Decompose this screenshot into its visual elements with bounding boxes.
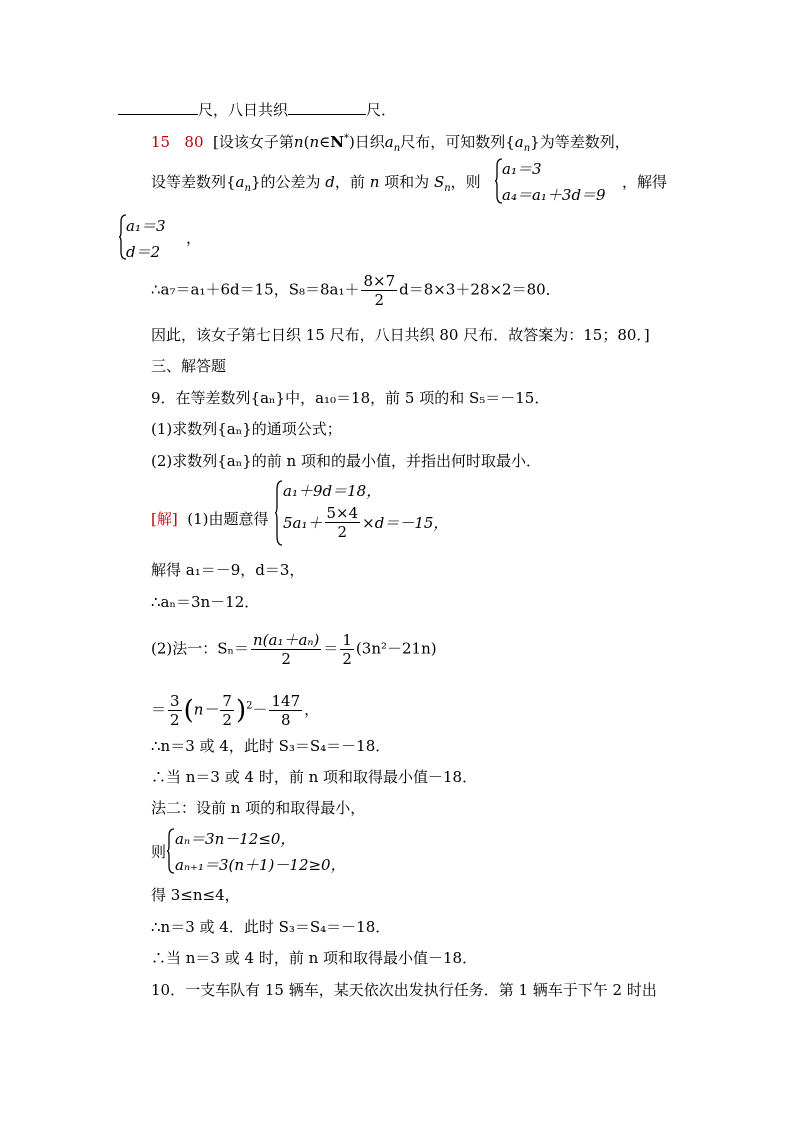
sys2-comma: ， — [186, 229, 202, 247]
section-title: 三、解答题 — [151, 357, 227, 375]
line1-text2: 尺． — [366, 101, 397, 119]
answer-blank-1 — [118, 100, 198, 115]
solution-tag: [解] — [151, 510, 178, 528]
ans-N: N — [330, 133, 344, 151]
answer-value-1: 15 — [151, 133, 171, 151]
ans-a2: a — [514, 133, 524, 151]
l3-a: a — [235, 173, 245, 191]
f2: 法二：设前 n 项的和取得最小， — [151, 799, 366, 817]
ans-n2: n — [309, 133, 320, 151]
l3-t1: 设等差数列{ — [151, 173, 236, 191]
ans-in: ∈ — [319, 133, 331, 151]
f4: ∴n＝3 或 4．此时 S₃＝S₄＝－18． — [151, 918, 391, 936]
sys4-row1: aₙ＝3n－12≤0， — [175, 830, 296, 848]
l3-n: n — [244, 183, 251, 194]
l3-d: d — [325, 173, 335, 191]
answer-value-2: 80 — [184, 133, 204, 151]
frac-num: 147 — [271, 692, 301, 710]
ans-ann: n — [393, 143, 401, 154]
fraction — [269, 692, 302, 729]
question-9-part2: (2)求数列{aₙ}的前 n 项和的最小值，并指出何时取最小． — [151, 452, 541, 470]
sys3-row1: a₁＋9d＝18， — [283, 482, 382, 500]
line5 — [151, 272, 561, 309]
l3-t2: }的公差为 — [250, 173, 321, 191]
f5: ∴当 n＝3 或 4 时，前 n 项和取得最小值－18． — [151, 949, 478, 967]
sys1-row1: a₁＝3 — [502, 160, 542, 178]
m2-minus: － — [252, 700, 268, 719]
right-paren: ) — [235, 695, 247, 726]
fraction — [340, 631, 354, 668]
fraction — [325, 504, 361, 541]
l3-t5: ，则 — [450, 173, 481, 191]
line6: 因此，该女子第七日织 15 尺布，八日共织 80 尺布．故答案为：15；80．] — [151, 326, 650, 344]
ans-n3: n — [523, 143, 531, 154]
answer-line — [151, 129, 630, 159]
question-9: 9．在等差数列{aₙ}中，a₁₀＝18，前 5 项的和 S₅＝－15． — [151, 389, 550, 407]
frac-num: 1 — [342, 631, 352, 649]
frac-num: 8×7 — [363, 272, 396, 290]
sys2-row2: d＝2 — [126, 243, 161, 261]
frac-den: 8 — [281, 711, 291, 729]
m3: ∴n＝3 或 4，此时 S₃＝S₄＝－18． — [151, 737, 391, 755]
frac-num: 5×4 — [326, 504, 359, 522]
m2-comma: ， — [304, 700, 320, 719]
frac-num: n(a₁＋aₙ) — [253, 631, 320, 649]
method1-line2 — [151, 692, 319, 729]
frac-den: 2 — [374, 291, 385, 309]
fraction — [251, 631, 321, 668]
frac-den: 2 — [281, 650, 291, 668]
l3-t4: 项和为 — [384, 173, 430, 191]
l5-t1: ∴a₇＝a₁＋6d＝15，S₈＝8a₁＋ — [151, 280, 360, 299]
m1-eq: ＝ — [323, 639, 339, 658]
frac-den: 2 — [342, 650, 352, 668]
frac-den: 2 — [222, 711, 232, 729]
answer-blank-2 — [288, 100, 366, 115]
frac-num: 3 — [170, 692, 180, 710]
sys4-row2: aₙ₊₁＝3(n＋1)－12≥0， — [175, 856, 346, 874]
sys3-r2a: 5a₁＋ — [283, 514, 323, 532]
method1-line — [151, 631, 437, 668]
question-10: 10．一支车队有 15 辆车，某天依次出发执行任务．第 1 辆车于下午 2 时出 — [151, 981, 657, 999]
ans-n: n — [293, 133, 304, 151]
solution-line — [151, 509, 269, 529]
l3-t6: ，解得 — [622, 173, 668, 191]
sys3-r2b: ×d＝－15， — [362, 514, 449, 532]
l5-t2: d＝8×3＋28×2＝80． — [399, 280, 561, 299]
line3 — [151, 172, 481, 199]
sys2-row1: a₁＝3 — [126, 217, 166, 235]
ans-close: )日织 — [348, 133, 385, 151]
fraction — [220, 692, 234, 729]
ans-an: a — [384, 133, 394, 151]
ans-paren: ( — [303, 133, 310, 151]
ans-star: * — [343, 133, 349, 144]
l3-t3: ，前 — [334, 173, 365, 191]
m2-sq: 2 — [246, 700, 253, 712]
fraction — [361, 272, 397, 309]
sol3: ∴aₙ＝3n－12． — [151, 593, 260, 611]
frac-num: 7 — [222, 692, 232, 710]
m1-t2: (3n²－21n) — [355, 639, 437, 658]
m2-eq: ＝ — [151, 700, 167, 719]
sol2: 解得 a₁＝－9，d＝3， — [151, 561, 305, 579]
sys3-row2 — [283, 504, 448, 541]
frac-den: 2 — [170, 711, 180, 729]
l3-Sn: n — [444, 183, 451, 194]
sys1-row2: a₄＝a₁＋3d＝9 — [502, 186, 606, 204]
ans-open: [设该女子第 — [213, 133, 294, 151]
sol-t1: (1)由题意得 — [187, 510, 269, 528]
m2-t1: n－ — [193, 700, 219, 719]
l3-S: S — [433, 173, 445, 191]
f2sys-ze: 则 — [151, 843, 167, 861]
question-9-part1: (1)求数列{aₙ}的通项公式； — [151, 420, 342, 438]
ans-cloth: 尺布，可知数列{ — [400, 133, 515, 151]
ans-tail: }为等差数列， — [530, 133, 630, 151]
left-paren: ( — [183, 695, 194, 726]
m1-t1: (2)法一：Sₙ＝ — [151, 639, 250, 658]
line1-text1: 尺，八日共织 — [198, 101, 289, 119]
m4: ∴当 n＝3 或 4 时，前 n 项和取得最小值－18． — [151, 768, 478, 786]
fill-in-line — [118, 100, 396, 120]
f3: 得 3≤n≤4， — [151, 886, 240, 904]
l3-n2: n — [369, 173, 380, 191]
frac-den: 2 — [337, 523, 348, 541]
fraction — [168, 692, 182, 729]
